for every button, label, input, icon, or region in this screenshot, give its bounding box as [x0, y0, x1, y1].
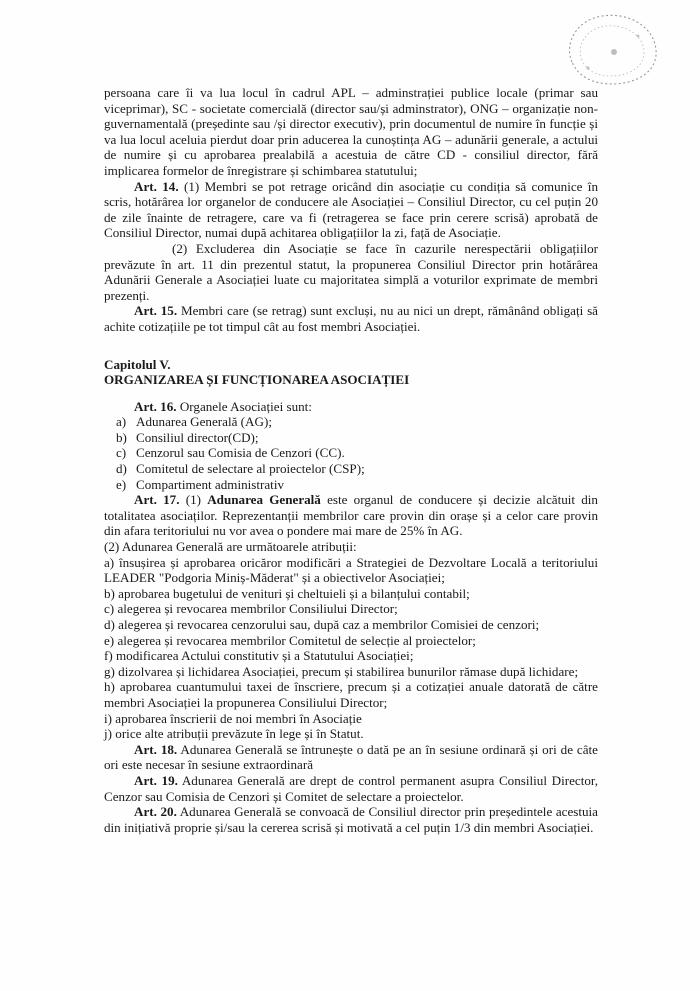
- article-19: Art. 19. Adunarea Generală are drept de control permanent asupra Consiliul Director, Cenzor sau Comisia de Cenzori și Comitet de selectare a proiectelor.: [104, 772, 598, 804]
- article-17-item-f: f) modificarea Actului constitutiv și a Statutului Asociației;: [104, 648, 414, 664]
- article-17-item-a: a) însușirea și aprobarea oricăror modificări a Strategiei de Dezvoltare Locală a teritoriului LEADER "Podgoria Miniș-Măderat" și a obiectivelor Asociației;: [104, 554, 598, 586]
- article-16-label: Art. 16.: [134, 398, 177, 414]
- article-15-label: Art. 15.: [134, 303, 178, 319]
- article-17-item-b: b) aprobarea bugetului de venituri și cheltuieli și a bilanțului contabil;: [104, 585, 470, 601]
- article-15-text: Membri care (se retrag) sunt excluși, nu au nici un drept, rămânând obligați să achite cotizațiile pe tot timpul cât au fost membri Asociației.: [104, 303, 598, 334]
- article-17-para-2: (2) Adunarea Generală are următoarele atribuții:: [104, 539, 357, 555]
- list-item: e) Compartiment administrativ: [116, 476, 285, 492]
- article-17-bold-term: Adunarea Generală: [207, 492, 321, 508]
- article-16: [104, 399, 598, 415]
- chapter-number: Capitolul V.: [104, 356, 171, 372]
- article-19-label: Art. 19.: [134, 772, 178, 788]
- article-17-item-c: c) alegerea și revocarea membrilor Consiliului Director;: [104, 601, 398, 617]
- list-item: b) Consiliul director(CD);: [116, 429, 259, 445]
- article-18: Art. 18. Adunarea Generală se întrunește o dată pe an în sesiune ordinară și ori de câte ori este necesar în sesiune extraordinară: [104, 741, 598, 773]
- article-17-item-d: d) alegerea și revocarea cenzorului sau, după caz a membrilor Comisiei de cenzori;: [104, 617, 540, 632]
- article-17-item-h: h) aprobarea cuantumului taxei de înscriere, precum și a cotizației anuale datorată de către membri Asociației la propunerea Consiliului Director;: [104, 679, 598, 710]
- article-16-list: [104, 414, 598, 492]
- article-20-label: Art. 20.: [134, 804, 177, 820]
- article-14-para-2: (2) Excluderea din Asociație se face în cazurile nerespectării obligațiilor prevăzute în art. 11 din prezentul statut, la propunerea Consiliul Director prin hotărârea Adunării Generale a Asociației luate cu majoritatea simplă a voturilor exprimate de membri prezenți.: [104, 240, 598, 303]
- stamp-seal: [558, 10, 662, 88]
- document-body: [104, 85, 598, 835]
- list-item: d) Comitetul de selectare al proiectelor (CSP);: [116, 461, 365, 477]
- article-20: Art. 20. Adunarea Generală se convoacă de Consiliul director prin președintele acestuia din inițiativă proprie și/sau la cererea scrisă și motivată a cel puțin 1/3 din membri Asociației.: [104, 804, 598, 835]
- list-item: a) Adunarea Generală (AG);: [116, 414, 272, 430]
- article-17-label: Art. 17.: [134, 492, 180, 508]
- article-17-item-j: j) orice alte atribuții prevăzute în lege și în Statut.: [104, 726, 364, 742]
- article-17-item-e: e) alegerea și revocarea membrilor Comitetul de selecție al proiectelor;: [104, 632, 476, 648]
- article-18-label: Art. 18.: [134, 741, 178, 757]
- list-item: c) Cenzorul sau Comisia de Cenzori (CC).: [116, 445, 345, 461]
- article-14-para-1: [104, 179, 598, 241]
- article-16-text: Organele Asociației sunt:: [176, 398, 312, 414]
- paragraph-continuation: persoana care îi va lua locul în cadrul APL – adminstrației publice locale (primar sau viceprimar), SC - societate comercială (director sau/și adminstrator), ONG – organizație non-guvernamentală (președinte sau /și director executiv), prin documentul de numire în funcție și va lua locul aceluia pierdut doar prin aducerea la cunoștința AG – adunării generale, a actului de numire și cu aprobarea prealabilă a acestuia de către CD - consiliul director, fără implicarea formelor de înregistrare și schimbarea statutului;: [104, 85, 598, 178]
- article-15: [104, 303, 598, 334]
- article-17-para-1: Art. 17. (1) Adunarea Generală este organul de conducere și decizie alcătuit din totalitatea asociaților. Reprezentanții membrilor care provin din orașe și a celor care provin din afara teritoriului nu vor avea o pondere mai mare de 25% în AG.: [104, 492, 598, 539]
- article-14-text: (1) Membri se pot retrage oricând din asociație cu condiția să comunice în scris, hotărârea lor organelor de conducere ale Asociației – Consiliul Director, cu cel puțin 20 de zile înainte de retragere, care va fi (retragerea se face prin cerere scrisă) aprobată de Consiliul Director, numai după achitarea obligațiilor la zi, față de Asociație.: [104, 178, 598, 241]
- chapter-title: ORGANIZAREA ȘI FUNCȚIONAREA ASOCIAȚIEI: [104, 372, 410, 388]
- article-17-item-i: i) aprobarea înscrierii de noi membri în Asociație: [104, 710, 362, 726]
- article-14-label: Art. 14.: [134, 178, 179, 194]
- article-17-item-g: g) dizolvarea și lichidarea Asociației, precum și stabilirea bunurilor rămase după lichidare;: [104, 663, 579, 679]
